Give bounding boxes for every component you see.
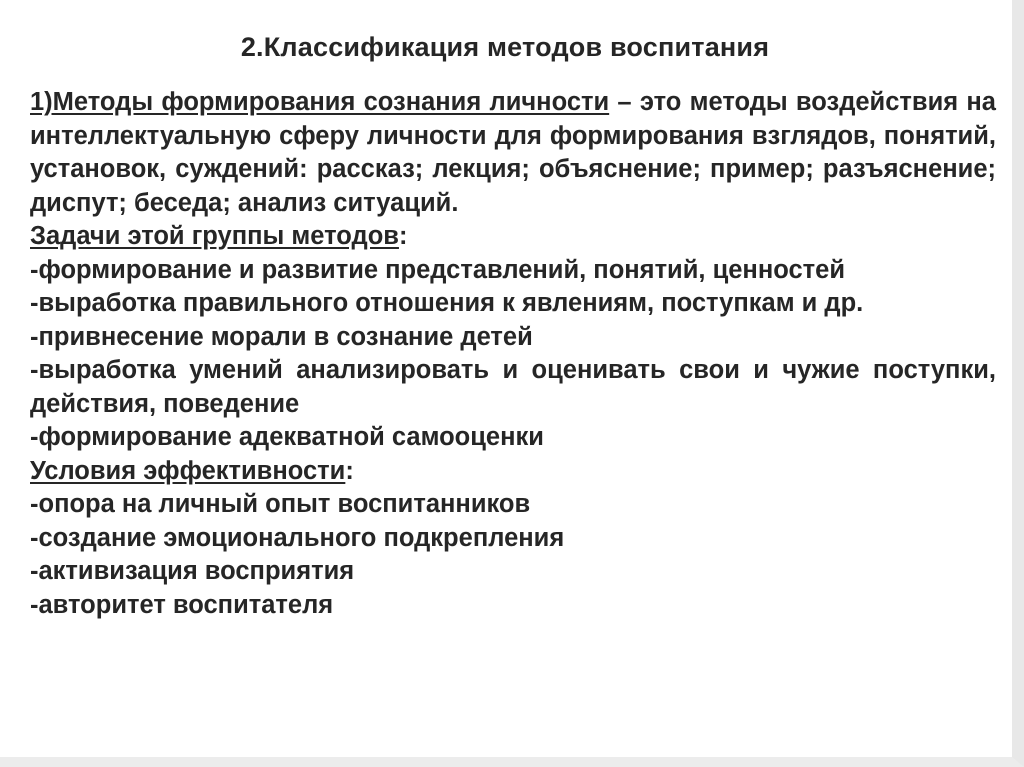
task-item: -выработка умений анализировать и оценивать свои и чужие поступки, действия, поведение — [30, 356, 996, 418]
intro-rest: – это методы воздействия на интеллектуальную сферу личности для формирования взглядов, понятий, установок, суждений: рассказ; лекция; объяснение; пример; разъяснение; диспут; беседа; анализ ситуаций. — [30, 88, 996, 217]
tasks-heading-line — [30, 220, 996, 254]
conditions-heading-colon: : — [345, 456, 354, 485]
condition-item: -создание эмоционального подкрепления — [30, 523, 565, 552]
task-item: -выработка правильного отношения к явлениям, поступкам и др. — [30, 289, 864, 317]
condition-item: -авторитет воспитателя — [30, 590, 334, 619]
slide-title: 2.Классификация методов воспитания — [240, 32, 770, 62]
slide-body — [30, 86, 996, 622]
intro-paragraph — [30, 86, 996, 220]
conditions-heading-line — [30, 455, 996, 489]
task-item: -привнесение морали в сознание детей — [30, 322, 533, 351]
condition-item: -опора на личный опыт воспитанников — [30, 490, 531, 518]
intro-lead: 1)Методы формирования сознания личности — [30, 88, 610, 116]
tasks-heading: Задачи этой группы методов — [30, 222, 399, 250]
tasks-heading-colon: : — [398, 222, 408, 250]
task-item: -формирование адекватной самооценки — [30, 423, 544, 451]
conditions-heading: Условия эффективности — [30, 456, 346, 485]
task-item: -формирование и развитие представлений, понятий, ценностей — [30, 255, 846, 284]
condition-item: -активизация восприятия — [30, 557, 355, 585]
